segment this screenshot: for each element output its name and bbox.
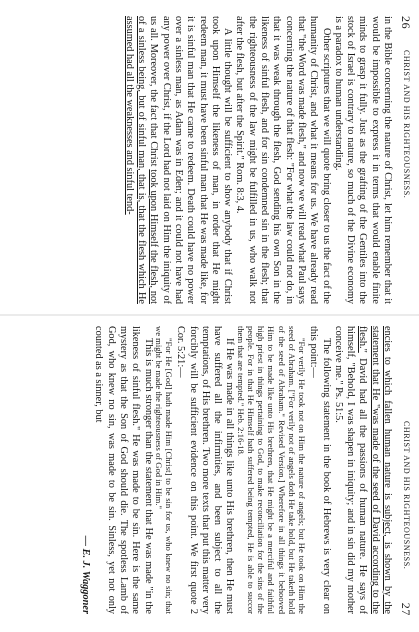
right-paragraph-1 <box>332 326 393 614</box>
left-paragraph-1: in the Bible concerning the nature of Christ, let him remember that it would be impossible to express it in terms that would enable finite minds to grasp it fully. Just as the grafting of the Gentiles into the stock of Israel is contrary to nature, so much of the Divine economy is a paradox to human understanding. <box>332 16 393 304</box>
author-signature: — E. J. Waggoner <box>80 535 92 614</box>
left-paragraph-2: Other scriptures that we will quote bring closer to us the fact of the humanity of Christ, and what it means for us. We have already read that "the Word was made flesh," and now we will read what Paul says concerning the nature of that flesh: "For what the law could not do, in that it was weak through the flesh, God sending his own Son in the likeness of sinful flesh, and for sin condemned sin in the flesh; that the righteousness of the law might be fulfilled in us, who walk not after the flesh, but after the Spirit." Rom. 8:3, 4. <box>234 16 332 304</box>
corinthians-quotation: "For He [God] hath made Him [Christ] to be sin for us, who knew no sin; that we might be made the righteousness of God in Him." <box>153 326 175 614</box>
right-paragraph-4: This is much stronger than the statement that He was made "in the likeness of sinful flesh." He was made to be sin. Here is the same mystery as that the Son of God should die. The spotless Lamb of God, who knew no sin, was made to be sin. Sinless, yet not only counted as a sinner, but <box>93 326 154 614</box>
left-underlined-passage: took upon Himself the flesh, not of a sinless being, but of sinful man, that is, that the flesh which He assumed had all the weaknesses and sinful tend- <box>123 16 160 304</box>
right-paragraph-1-rest: David had all the passions of human nature. He says of himself, "Behold, I was shapen in iniquity; and in sin did my mother conceive me." Ps. 51:5. <box>332 326 369 614</box>
right-underlined-passage: encies to which fallen human nature is subject, is shown by the statement that He "was made of the seed of David according to the flesh." <box>357 326 393 614</box>
right-paragraph-3: If He was made in all things like unto His brethren, then He must have suffered all the infirmities, and been subject to all the temptations, of His brethren. Two more texts that put this matter very forcibly will be sufficient evidence on this point. We first quote 2 Cor. 5:21:— <box>175 326 236 614</box>
hebrews-quotation: "For verily He took not on Him the nature of angels; but He took on Him the seed of Abraham. ["For verily not of angels doth He take hold, but He taketh hold of the seed of Abraham." Revised Version.] Wherefore in all things it behooved Him to be made like unto His brethren, that He might be a merciful and faithful high priest in things pertaining to God, to make reconciliation for the sins of the people. For in that He Himself hath suffered being tempted, He is able to succor them that are tempted." Heb. 2:16-18. <box>235 326 307 614</box>
left-body-text <box>8 16 393 304</box>
left-page-number: 26 <box>399 16 413 30</box>
right-page <box>0 316 419 632</box>
right-body-text <box>8 326 393 614</box>
right-paragraph-2: The following statement in the book of Hebrews is very clear on this point:— <box>308 326 332 614</box>
left-paragraph-3 <box>122 16 233 304</box>
right-running-title: CHRIST AND HIS RIGHTEOUSNESS. <box>402 421 411 570</box>
right-running-head <box>397 326 411 616</box>
left-running-title: CHRIST AND HIS RIGHTEOUSNESS. <box>402 50 411 199</box>
right-page-number: 27 <box>399 602 413 616</box>
left-paragraph-3-text: A little thought will be sufficient to show anybody that if Christ took upon Himself the likeness of man, in order that He might redeem man, it must have been sinful man that He was made like, for it is sinful man that He came to redeem. Death could have no power over a sinless man, as Adam was in Eden; and it could not have had any power over Christ, if the Lord had not laid on Him the iniquity of us all. Moreover, the fact that Christ <box>148 16 234 304</box>
left-running-head <box>397 16 411 306</box>
